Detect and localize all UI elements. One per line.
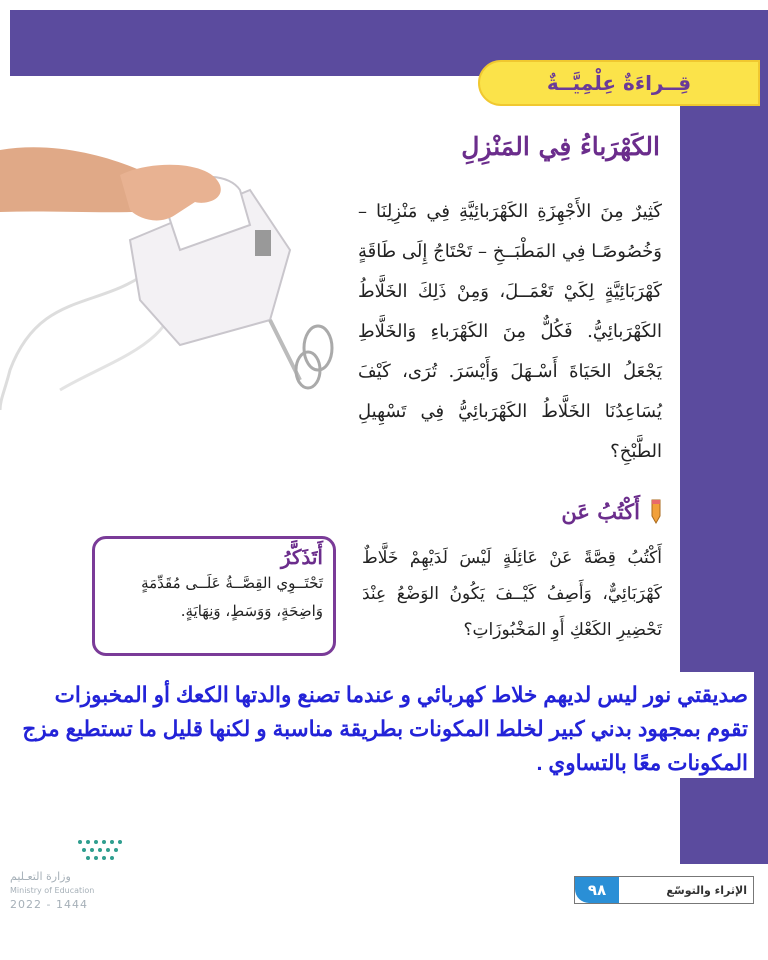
- edition-year: 2022 - 1444: [10, 898, 88, 911]
- write-about-body: أَكْتُبُ قِصَّةً عَنْ عَائِلَةٍ لَيْسَ لَدَيْهِمْ خَلَّاطٌ كَهْرَبَائِيٌّ، وَأَصِفُ كَيْــفَ يَكُونُ الوَضْعُ عِنْدَ تَحْضِيرِ الكَعْكِ أَوِ المَخْبُوزَاتِ؟: [362, 548, 662, 640]
- remember-body: تَحْتَــوِي القِصَّــةُ عَلَــى مُقَدِّمَةٍ وَاضِحَةٍ، وَوَسَطٍ، وَنِهَايَةٍ.: [141, 574, 323, 620]
- article-title: الكَهْرَباءُ فِي المَنْزِلِ: [461, 132, 660, 161]
- write-about-heading: [530, 498, 664, 524]
- ministry-logo: [10, 832, 130, 922]
- write-about-title: أَكْتُبُ عَن: [561, 498, 640, 524]
- page-footer-bar: [574, 876, 754, 904]
- section-banner: [478, 60, 760, 106]
- ministry-name-ar: وزارة التعـليم: [10, 870, 71, 883]
- ministry-logo-icon: [70, 832, 150, 868]
- remember-box: [92, 536, 336, 656]
- article-paragraph: كَثِيرٌ مِنَ الأَجْهِزَةِ الكَهْرَبائِيَّةِ فِي مَنْزِلِنَا – وَخُصُوصًـا فِي المَطْبَــخِ – تَحْتَاجُ إِلَى طَاقَةٍ كَهْرَبَائِيَّةٍ لِكَيْ تَعْمَــلَ، وَمِنْ ذَلِكَ الخَلَّاطُ الكَهْرَبائِيُّ. فَكُلٌّ مِنَ الكَهْرَباءِ وَالخَلَّاطِ يَجْعَلُ الحَيَاةَ أَسْـهَلَ وَأَيْسَرَ. تُرَى، كَيْفَ يُسَاعِدُنَا الخَلَّاطُ الكَهْرَبائِيُّ فِي تَسْهِيلِ الطَّبْخِ؟: [358, 201, 662, 462]
- remember-heading: أَتَذَكَّرُ: [280, 545, 323, 569]
- student-answer-text: صديقتي نور ليس لديهم خلاط كهربائي و عندما تصنع والدتها الكعك أو المخبوزات تقوم بمجهود بدني كبير لخلط المكونات بطريقة مناسبة و لكنها قليل ما تستطيع مزج المكونات معًا بالتساوي .: [6, 672, 754, 778]
- banner-title: قِــراءَةٌ عِلْمِيَّــةٌ: [546, 71, 692, 95]
- hand-mixer-image: [0, 130, 360, 420]
- pencil-icon: [646, 498, 664, 524]
- ministry-name-en: Ministry of Education: [10, 886, 95, 895]
- page-number: ٩٨: [575, 877, 619, 903]
- section-label: الإثراء والتوسّع: [666, 883, 747, 897]
